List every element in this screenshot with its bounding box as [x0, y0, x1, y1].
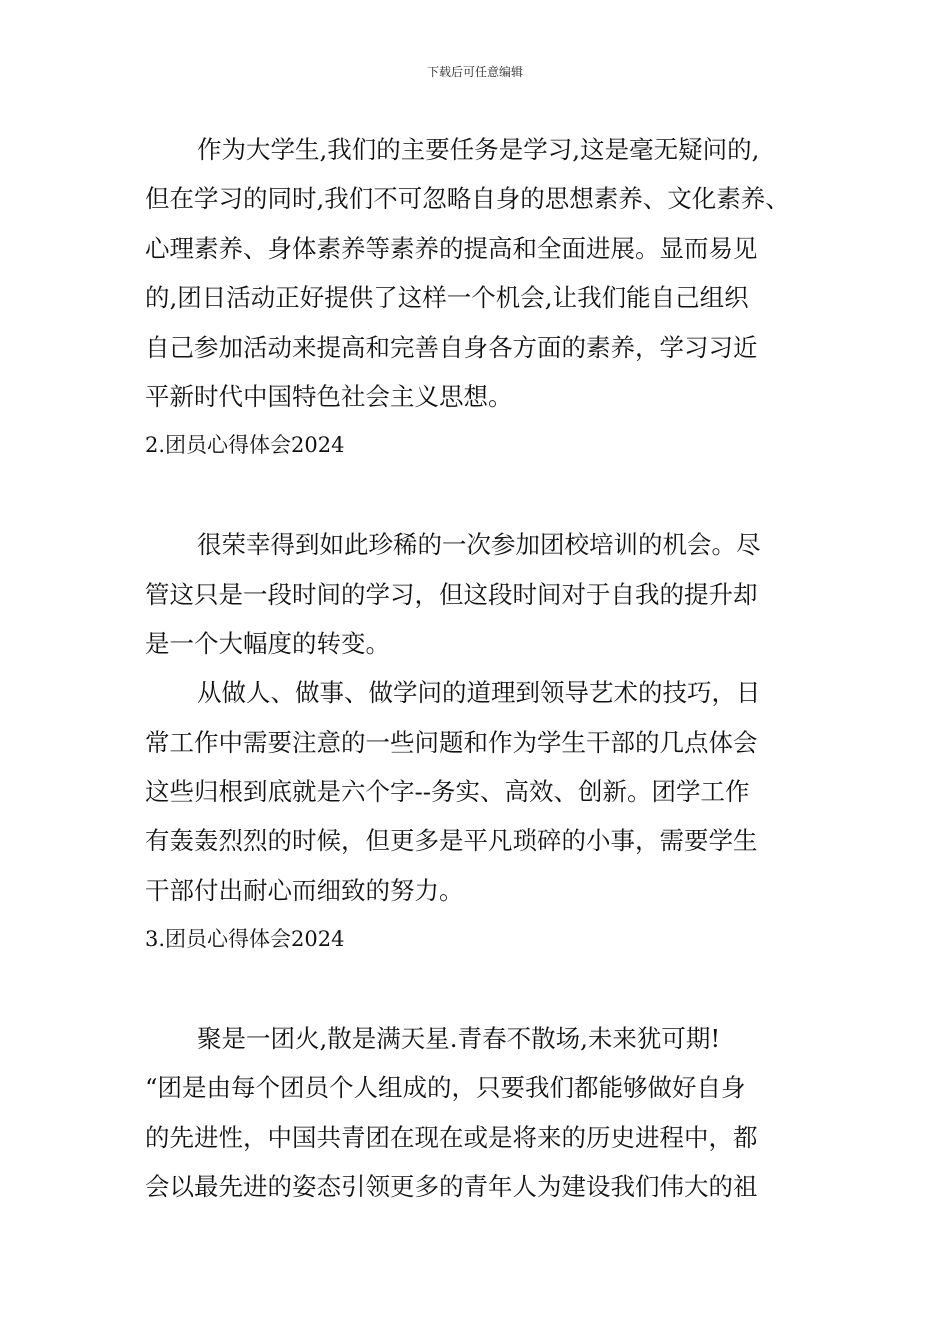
- section-heading-2: 2.团员心得体会2024: [145, 433, 345, 458]
- text-line: 这些归根到底就是六个字--务实、高效、创新。团学工作: [145, 777, 750, 807]
- text-line: 很荣幸得到如此珍稀的一次参加团校培训的机会。尽: [197, 530, 761, 560]
- text-line: 是一个大幅度的转变。: [145, 628, 390, 658]
- blank-line: [145, 471, 810, 520]
- text-line: 作为大学生,我们的主要任务是学习,这是毫无疑问的,: [197, 135, 760, 164]
- text-line: 从做人、做事、做学问的道理到领导艺术的技巧，日: [197, 678, 761, 708]
- text-line: 自己参加活动来提高和完善自身各方面的素养，学习习近: [145, 332, 758, 362]
- text-line: 的先进性，中国共青团在现在或是将来的历史进程中，都: [145, 1122, 758, 1152]
- blank-line: [145, 965, 810, 1014]
- document-body: [145, 125, 810, 1212]
- page-header: 下载后可任意编辑: [426, 65, 523, 79]
- paragraph-1: [145, 125, 810, 421]
- text-line: 的,团日活动正好提供了这样一个机会,让我们能自己组织: [145, 283, 749, 313]
- text-line: 管这只是一段时间的学习，但这段时间对于自我的提升却: [145, 579, 758, 609]
- text-line: 有轰轰烈烈的时候，但更多是平凡琐碎的小事，需要学生: [145, 826, 758, 856]
- text-line: 心理素养、身体素养等素养的提高和全面进展。显而易见: [145, 233, 758, 263]
- text-line: 聚是一团火,散是满天星.青春不散场,未来犹可期!: [197, 1024, 721, 1054]
- text-line: 但在学习的同时,我们不可忽略自身的思想素养、文化素养、: [145, 184, 790, 214]
- paragraph-4: [145, 1014, 810, 1212]
- text-line: 会以最先进的姿态引领更多的青年人为建设我们伟大的祖: [145, 1172, 758, 1202]
- text-line: “团是由每个团员个人组成的，只要我们都能够做好自身: [145, 1073, 746, 1103]
- section-heading-3: 3.团员心得体会2024: [145, 927, 345, 952]
- text-line: 干部付出耐心而细致的努力。: [145, 875, 464, 905]
- paragraph-2: [145, 520, 810, 668]
- text-line: 常工作中需要注意的一些问题和作为学生干部的几点体会: [145, 727, 758, 757]
- text-line: 平新时代中国特色社会主义思想。: [145, 381, 513, 411]
- paragraph-3: [145, 668, 810, 915]
